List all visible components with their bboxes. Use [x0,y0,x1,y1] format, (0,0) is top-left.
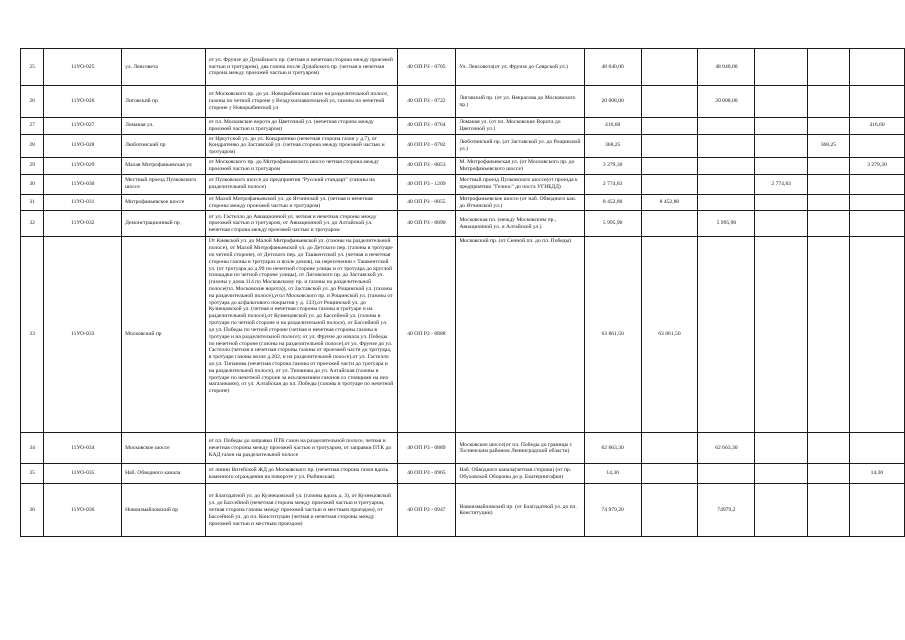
object-code: 11УО-030 [71,180,95,187]
area-category-4-cell [807,118,849,135]
area-category-2-cell [698,158,755,175]
road-registry-number-cell [397,158,456,175]
area-category-2-cell [698,433,755,464]
street-name: Малая Митрофаньевская ул [125,162,192,169]
area-category-4-cell [807,134,849,157]
lawn-description: от Московского пр. до Митрофаньевского шоссе четная сторона между проезжей частью и тротуаром [208,159,379,172]
area-category-5-cell [849,433,904,464]
lawn-description-cell [205,464,397,484]
area-category-1-cell [641,433,698,464]
road-section-cell [456,211,584,237]
road-section-cell [456,464,584,484]
area-category-1-cell [641,484,698,537]
street-name-cell [122,464,206,484]
area-category-2-cell [698,464,755,484]
object-code-cell [44,194,122,211]
road-registry-number-cell [397,118,456,135]
area-category-4-cell [807,484,849,537]
area-category-3-cell [755,86,807,118]
area-category-1-cell [641,158,698,175]
street-name-cell [122,49,206,86]
lawn-description-cell [205,484,397,537]
object-code: 11УО-027 [71,122,95,129]
area-category-1-cell [641,174,698,194]
street-name-cell [122,433,206,464]
road-section: Московская пл. (между Московским пр., Авиационной ул. и Алтайской ул.) [459,217,557,230]
area-category-3: 2 774,83 [771,180,791,187]
area-category-4-cell [807,49,849,86]
road-section-cell [456,194,584,211]
total-area-cell [584,464,641,484]
street-name-cell [122,194,206,211]
row-number: 25 [29,63,35,70]
area-category-2-cell [698,211,755,237]
area-category-3-cell [755,464,807,484]
row-number: 28 [29,142,35,149]
area-category-2: 62 663,30 [715,444,738,451]
lawn-description: от Благодатной ул. до Кузнецовской ул. (газоны вдоль д. 3), от Кузнецовской ул. до Бассейной (нечетная сторона между проезжей частью и тротуаром, четная сторона газоны между проезжей частью и местным проездом), от Бассейной ул. до пл. Конституции (четная и нечетная стороны между проезжей частью и местным проездом) [208,493,392,527]
area-category-4-cell [807,433,849,464]
total-area: 48 040,00 [601,63,624,70]
area-category-5-cell [849,118,904,135]
total-area: 14,30 [606,470,619,477]
road-registry-number: 40 ОП РЗ - 0782 [407,142,446,149]
total-area: 62 663,30 [601,444,624,451]
road-registry-number: 40 ОП РЗ - 0705 [407,63,446,70]
total-area-cell [584,194,641,211]
street-name: Московское шоссе [125,444,170,451]
lawn-description: от пл. Московские ворота до Цветочной ул. (нечетная сторона между проезжей частью и тротуаром) [208,119,374,132]
street-name: Московский пр [125,331,162,338]
row-number-cell [21,211,44,237]
road-section-cell [456,484,584,537]
area-category-3-cell [755,433,807,464]
lawn-description: от Пулковского шоссе до предприятия "Русский стандарт" (газоны на разделительной полосе) [208,177,375,191]
area-category-2-cell [698,194,755,211]
road-section: Лиговский пр. (от ул. Некрасова до Московского пр.) [459,94,576,108]
area-category-5-cell [849,194,904,211]
lawn-description-cell [205,433,397,464]
area-category-1-cell [641,118,698,135]
area-category-2-cell [698,484,755,537]
road-section-cell [456,86,584,118]
row-number: 27 [29,122,35,129]
table-row [21,118,905,135]
area-category-4-cell [807,194,849,211]
area-category-1-cell [641,464,698,484]
object-code: 11УО-032 [71,220,95,227]
object-code-cell [44,174,122,194]
total-area: 74 979,20 [601,506,624,513]
lawn-description: от пл. Победы до заправки ПТК газон на разделительной полосе, четная и нечетная стороны между проезжей частью и тротуаром, от заправки ПТК до КАД газон на разделительной полосе [208,438,392,458]
row-number: 26 [29,98,35,105]
area-category-1-cell [641,237,698,433]
road-section: М. Митрофаньевская ул. (от Московского пр. до Митрофаньевского шоссе) [459,159,575,172]
row-number-cell [21,134,44,157]
total-area-cell [584,237,641,433]
row-number-cell [21,464,44,484]
lawn-description-cell [205,194,397,211]
row-number-cell [21,194,44,211]
street-name: Новоизмайловский пр [125,506,179,513]
lawn-description-cell [205,211,397,237]
road-section: Местный проезд Пулковского шоссе(от проезда к предприятию "Гелиос" до поста УГИБДД) [459,177,578,191]
total-area-cell [584,118,641,135]
street-name-cell [122,158,206,175]
object-code-cell [44,86,122,118]
area-category-1-cell [641,211,698,237]
street-name-cell [122,86,206,118]
lawn-description: от ул. Фрунзе до Дунайского пр. (четная и нечетная сторона между проезжей частью и тротуаром), два газона после Дунайского пр. (четная и нечетная сторона между проезжей частью и тротуаром) [208,56,393,77]
row-number: 35 [29,470,35,477]
area-category-5-cell [849,484,904,537]
row-number-cell [21,237,44,433]
area-category-5-cell [849,237,904,433]
row-number: 36 [29,506,35,513]
total-area: 8 452,80 [602,199,623,206]
street-name: Митрофаньевское шоссе [125,199,185,206]
object-code-cell [44,237,122,433]
total-area-cell [584,174,641,194]
area-category-2-cell [698,49,755,86]
lawn-description-cell [205,174,397,194]
lawn-description: от Малой Митрофаньевской ул. до Ятчинской ул. (четная и нечетная стороны между проезжей частью и тротуаром) [208,195,373,209]
area-category-4-cell [807,211,849,237]
object-code: 11УО-025 [71,63,95,70]
lawn-description-cell [205,49,397,86]
area-category-5-cell [849,174,904,194]
area-category-5: 416,60 [869,122,885,129]
lawn-description: от линии Витебской ЖД до Московского пр. (нечетная сторона газон вдоль каменного ограждения на повороте у ул. Рыбинская) [208,467,389,480]
street-name: Люботинский пр [125,142,166,149]
road-registry-number: 40 ОП РЗ - 1209 [407,180,446,187]
object-code: 11УО-033 [71,331,95,338]
row-number: 29 [29,162,35,169]
table-row [21,464,905,484]
row-number-cell [21,49,44,86]
road-registry-number: 40 ОП РЗ - 0888 [407,331,446,338]
street-name: Наб. Обводного канала [125,470,181,477]
row-number-cell [21,484,44,537]
road-registry-number: 40 ОП РЗ - 0853 [407,162,446,169]
street-name: Демонстрационный пр [125,220,180,227]
total-area: 3 279,30 [602,162,623,169]
street-name: ул. Ленсовета [125,63,158,70]
area-category-2: 5 995,90 [716,220,737,227]
row-number: 33 [29,331,35,338]
area-category-3-cell [755,134,807,157]
total-area: 5 995,90 [602,220,623,227]
street-name: Лиговский пр [125,98,158,105]
road-section-cell [456,49,584,86]
object-code-cell [44,464,122,484]
area-category-3-cell [755,49,807,86]
area-category-1: 8 452,80 [659,199,680,206]
row-number-cell [21,118,44,135]
area-category-1-cell [641,49,698,86]
area-category-2: 74979,2 [717,506,736,513]
area-category-5-cell [849,49,904,86]
road-section-cell [456,158,584,175]
total-area-cell [584,484,641,537]
area-category-2-cell [698,174,755,194]
street-name-cell [122,118,206,135]
object-code-cell [44,118,122,135]
area-category-1-cell [641,194,698,211]
road-registry-number-cell [397,194,456,211]
area-category-4: 368,25 [820,142,837,149]
total-area-cell [584,134,641,157]
total-area-cell [584,158,641,175]
road-section: Новоизмайловский пр. (от Благодатной ул. до пл. Конституции) [459,503,577,517]
object-code-cell [44,433,122,464]
area-category-3-cell [755,237,807,433]
street-name: Местный проезд Пулковского шоссе [125,177,197,191]
area-category-5: 3 279,30 [867,162,887,169]
table-row [21,484,905,537]
area-category-3-cell [755,484,807,537]
area-category-4-cell [807,464,849,484]
area-category-3-cell [755,174,807,194]
road-section: Наб. Обводного канала(четная сторона) (от пр. Обуховской Обороны до р. Екатерингофки) [459,467,572,480]
object-code: 11УО-036 [71,506,95,513]
table-row [21,433,905,464]
table-row [21,49,905,86]
object-code-cell [44,484,122,537]
lawn-description: от ул. Гастелло до Авиационной ул. четная и нечетная стороны между проезжей частью и тротуаром, от Авиационной ул. до Алтайской ул. нечетная сторона между проезжей частью и тротуаром [208,213,377,234]
area-category-5-cell [849,464,904,484]
road-section-cell [456,174,584,194]
area-category-5-cell [849,134,904,157]
road-section-cell [456,134,584,157]
road-registry-number: 40 ОП РЗ - 0890 [407,220,446,227]
road-registry-number: 40 ОП РЗ - 0947 [407,506,446,513]
road-section: Люботинский пр. (от Заставской ул. до Рощинской ул.) [459,139,581,152]
road-registry-number: 40 ОП РЗ - 0889 [407,444,446,451]
object-code-cell [44,158,122,175]
road-registry-number-cell [397,433,456,464]
total-area: 20 008,00 [601,98,624,105]
road-registry-number: 40 ОП РЗ - 0764 [407,122,446,129]
object-code-cell [44,211,122,237]
area-category-3-cell [755,118,807,135]
area-category-5: 14,30 [870,470,884,477]
total-area: 63 861,50 [601,331,624,338]
table-row [21,86,905,118]
object-code: 11УО-034 [71,444,95,451]
row-number: 32 [29,220,35,227]
road-registry-number-cell [397,49,456,86]
road-registry-number: 40 ОП РЗ - 0965 [407,470,446,477]
road-section: Ломаная ул. (от пл. Московские Ворота до Цветочной ул.) [459,119,561,132]
table-row [21,194,905,211]
area-category-1: 63 861,50 [658,331,681,338]
lawn-description-cell [205,158,397,175]
road-registry-number-cell [397,237,456,433]
row-number-cell [21,433,44,464]
total-area-cell [584,86,641,118]
table-row [21,174,905,194]
total-area: 2 774,83 [602,180,623,187]
road-section: Московский пр. (от Сенной пл. до пл. Победы) [459,238,572,245]
table-row [21,211,905,237]
area-category-1-cell [641,134,698,157]
object-code: 11УО-029 [71,162,95,169]
road-registry-number-cell [397,86,456,118]
object-code: 11УО-035 [71,470,95,477]
lawn-description-cell [205,134,397,157]
area-category-2: 20 008,00 [715,98,738,105]
total-area: 416,60 [604,122,621,129]
table-row [21,237,905,433]
road-section-cell [456,118,584,135]
area-category-3-cell [755,194,807,211]
area-category-4-cell [807,158,849,175]
road-section: Митрофаньевское шоссе (от наб. Обводного кан. до Ятчинской ул.) [459,195,577,209]
lawn-description-cell [205,86,397,118]
street-name-cell [122,211,206,237]
area-category-2-cell [698,134,755,157]
lawn-description-cell [205,118,397,135]
row-number: 34 [29,444,35,451]
road-registry-number-cell [397,484,456,537]
total-area: 368,25 [604,142,621,149]
row-number-cell [21,174,44,194]
lawn-description: от Московского пр. до ул. Новорыбинская газон на разделительной полосе, газоны по четной стороне у Воздухоплавательной ул, газоны по нечетной стороне у Новорыбинской ул [208,91,389,111]
lawn-description: от Иркутской ул. до ул. Кондратенко (нечетная сторона газон у д.7), от Кондратенко до Заставской ул. (четная сторона между проезжей частью и тротуаром) [208,135,385,156]
area-category-2-cell [698,237,755,433]
road-section-cell [456,237,584,433]
road-section-cell [456,433,584,464]
road-registry-number-cell [397,174,456,194]
road-section: Ул. Ленсовета(от ул. Фрунзе до Севрской ул.) [459,63,568,70]
area-category-2-cell [698,86,755,118]
area-category-3-cell [755,158,807,175]
road-registry-number-cell [397,464,456,484]
street-name-cell [122,174,206,194]
object-code: 11УО-031 [71,199,95,206]
roads-table [20,48,905,537]
total-area-cell [584,49,641,86]
area-category-2: 48 040,00 [715,63,738,70]
street-name: Ломаная ул. [125,122,154,129]
area-category-5-cell [849,86,904,118]
row-number: 30 [29,180,35,187]
object-code-cell [44,49,122,86]
object-code: 11УО-028 [71,142,95,149]
area-category-2-cell [698,118,755,135]
road-registry-number-cell [397,134,456,157]
table-body [21,49,905,537]
street-name-cell [122,134,206,157]
total-area-cell [584,433,641,464]
street-name-cell [122,484,206,537]
area-category-1-cell [641,86,698,118]
area-category-4-cell [807,86,849,118]
table-row [21,134,905,157]
area-category-3-cell [755,211,807,237]
row-number: 31 [29,199,35,206]
total-area-cell [584,211,641,237]
table-row [21,158,905,175]
row-number-cell [21,86,44,118]
object-code-cell [44,134,122,157]
lawn-description-cell [205,237,397,433]
street-name-cell [122,237,206,433]
area-category-4-cell [807,237,849,433]
road-registry-number-cell [397,211,456,237]
object-code: 11УО-026 [71,98,95,105]
area-category-5-cell [849,158,904,175]
row-number-cell [21,158,44,175]
road-section: Московское шоссе(от пл. Победы до границы с Тосненским районом Ленинградской области) [459,441,573,455]
area-category-4-cell [807,174,849,194]
road-registry-number: 40 ОП РЗ - 0722 [407,98,446,105]
road-registry-number: 40 ОП РЗ - 0855 [407,199,446,206]
area-category-5-cell [849,211,904,237]
lawn-description: От Киевской ул. до Малой Митрофаньевской ул. (газоны на разделительной полосе), от Малой Митрофаньевской ул. до Детского пер. (газоны в тротуаре по четной стороне), от Детского пер. до Ташкентской ул. (четная и нечетная стороны газоны в тротуарах и возле домов), на пересечении с Ташкентской ул. (от тротуара до д.99 по нечетной стороне улицы и от тротуара до круглой площадки по четной стороне улицы), от Лиговского пр. до Заставской ул. (газоны у дома 114 по Московскому пр. и газоны на разделительной полосе(пл. Московские ворота)), от Заставской ул. до Рощинской ул. (газоны на разделительной полосе),угол Московского пр. и Рощинской ул. (газоны от тротуара до асфальтового покрытия у д. 133),от Рощинской ул. до Кузнецовской ул. (четная и нечетная стороны газоны в тротуаре и на разделительной полосе),от Кузнецовской ул. до Бассейной ул. (газоны в тротуаре по четной стороне и на разделительной полосе), от Бассейной ул. до ул. Победы по четной стороне (четная и нечетная стороны газоны в тротуаре и на разделительной полосе); от ул. Фрунзе до начала ул. Победы по нечетной стороне (газоны на разделительной полосе),от ул. Фрунзе до ул. Гастелло (четная и нечетная стороны газоны от проезжей части до тротуара, в тротуаре газоны возле д.202, и на разделительной полосе),от ул. Гастелло до ул. Типанова (нечетная сторона газоны от проезжей части до тротуара и на разделительной полосе), от ул. Типанова до ул. Алтайская (газоны в тротуаре по нечетной стороне за исключением газонов со стоящими на них магазинами), от ул. Алтайская до пл. Победы (газоны в тротуаре по нечетной стороне) [208,238,394,395]
